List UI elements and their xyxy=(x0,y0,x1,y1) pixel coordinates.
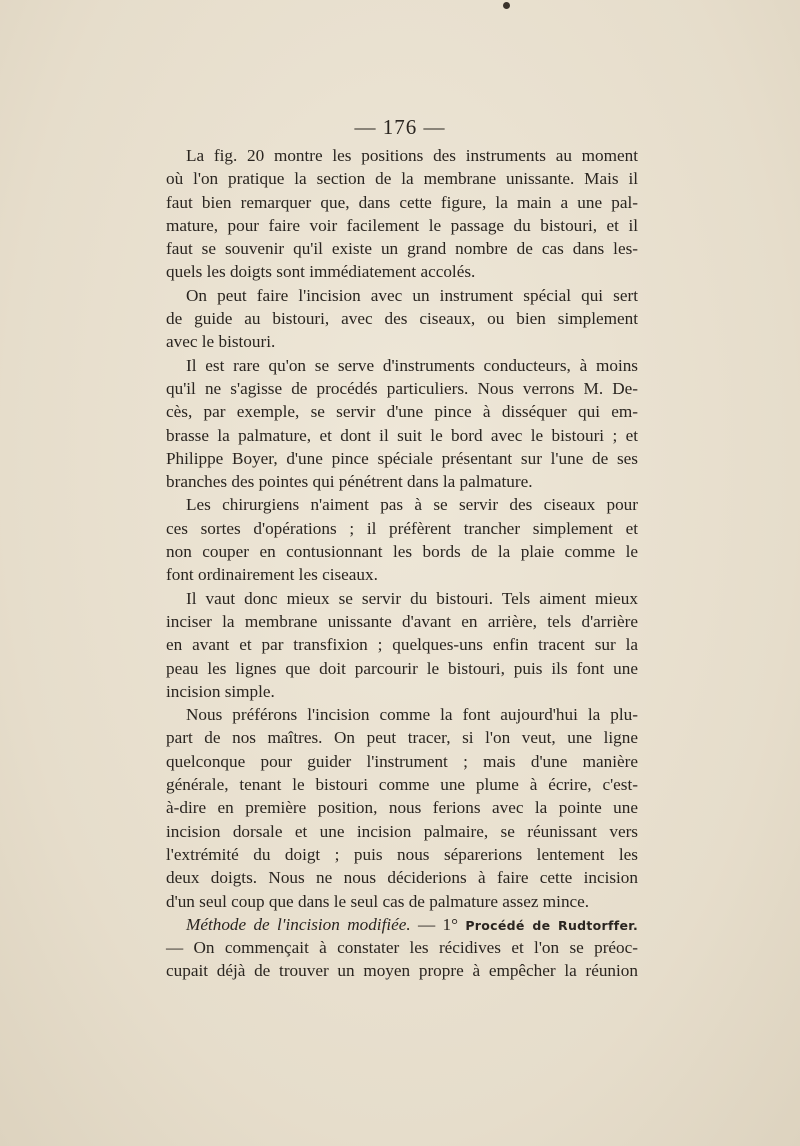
text-line: peau les lignes que doit parcourir le bistouri, puis ils font une xyxy=(166,658,638,678)
text-line: font ordinairement les ciseaux. xyxy=(166,565,378,585)
paragraph xyxy=(166,493,638,586)
section-paragraph xyxy=(166,913,638,983)
text-line: Nous préférons l'incision comme la font aujourd'hui la plu- xyxy=(186,705,638,725)
text-line: Il vaut donc mieux se servir du bistouri. Tels aiment mieux xyxy=(186,588,638,608)
text-line: faut bien remarquer que, dans cette figure, la main a une pal- xyxy=(166,192,638,212)
text-line: La fig. 20 montre les positions des instruments au moment xyxy=(186,146,638,165)
page-number: — 176 — xyxy=(354,115,446,139)
text-line: incision simple. xyxy=(166,681,275,701)
text-line: brasse la palmature, et dont il suit le bord avec le bistouri ; et xyxy=(166,425,638,445)
text-line: avec le bistouri. xyxy=(166,332,276,352)
text-line: deux doigts. Nous ne nous déciderions à faire cette incision xyxy=(166,868,638,888)
section-heading-line xyxy=(166,913,638,936)
text-line: On peut faire l'incision avec un instrument spécial qui sert xyxy=(186,285,638,305)
text-line: qu'il ne s'agisse de procédés particuliers. Nous verrons M. De- xyxy=(166,378,638,398)
paragraphs xyxy=(166,144,638,913)
text-line: non couper en contusionnant les bords de la plaie comme le xyxy=(166,542,638,562)
paragraph xyxy=(166,703,638,913)
text-line: générale, tenant le bistouri comme une plume à écrire, c'est- xyxy=(166,775,638,795)
text-line: ces sortes d'opérations ; il préfèrent trancher simplement et xyxy=(166,518,638,538)
text-line: Il est rare qu'on se serve d'instruments conducteurs, à moins xyxy=(186,355,638,375)
text-line: où l'on pratique la section de la membrane unissante. Mais il xyxy=(166,169,638,189)
text-line: quelconque pour guider l'instrument ; mais d'une manière xyxy=(166,751,638,771)
text-line: inciser la membrane unissante d'avant en arrière, tels d'arrière xyxy=(166,611,638,631)
paragraph xyxy=(166,354,638,494)
text-line: branches des pointes qui pénétrent dans la palmature. xyxy=(166,472,533,492)
text-line: de guide au bistouri, avec des ciseaux, ou bien simplement xyxy=(166,309,638,329)
text-line: cès, par exemple, se servir d'une pince à disséquer qui em- xyxy=(166,402,638,422)
text-line: Les chirurgiens n'aiment pas à se servir des ciseaux pour xyxy=(186,495,638,515)
ink-spot xyxy=(503,2,510,9)
text-line: en avant et par transfixion ; quelques-uns enfin tracent sur la xyxy=(166,635,638,655)
text-line: d'un seul coup que dans le seul cas de palmature assez mince. xyxy=(166,891,590,911)
text-line: mature, pour faire voir facilement le passage du bistouri, et il xyxy=(166,215,638,235)
text-line: — On commençait à constater les récidives et l'on se préoc- xyxy=(166,938,638,958)
text-line: incision dorsale et une incision palmaire, se réunissant vers xyxy=(166,821,638,841)
body-text xyxy=(166,144,638,983)
paragraph xyxy=(166,284,638,354)
paragraph xyxy=(166,144,638,284)
section-method-title: Méthode de l'incision modifiée. xyxy=(186,914,411,934)
text-line: cupait déjà de trouver un moyen propre à empêcher la réunion xyxy=(166,961,638,981)
text-line: quels les doigts sont immédiatement accolés. xyxy=(166,262,476,282)
text-line: à-dire en première position, nous ferions avec la pointe une xyxy=(166,798,638,818)
text-line: l'extrémité du doigt ; puis nous séparerions lentement les xyxy=(166,844,638,864)
text-line: faut se souvenir qu'il existe un grand nombre de cas dans les- xyxy=(166,239,638,259)
text-line: part de nos maîtres. On peut tracer, si l'on veut, une ligne xyxy=(166,728,638,748)
paragraph xyxy=(166,587,638,703)
section-procedure-title: Procédé de Rudtorffer. xyxy=(465,917,639,933)
text-line: Philippe Boyer, d'une pince spéciale présentant sur l'une de ses xyxy=(166,448,638,468)
section-dash: — 1° xyxy=(410,914,466,934)
